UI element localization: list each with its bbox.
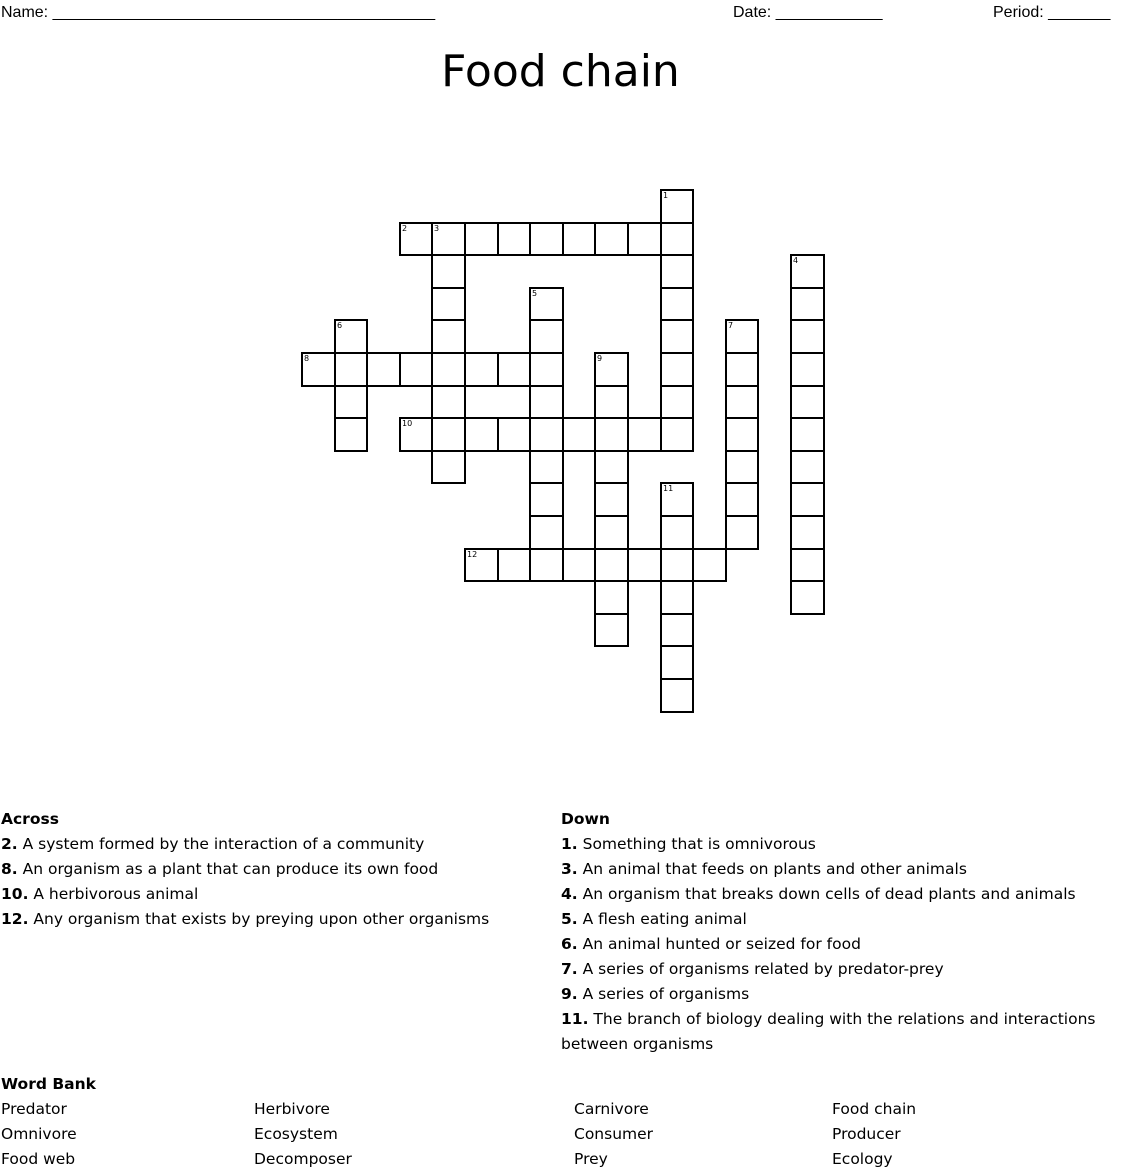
grid-cell[interactable] — [529, 450, 564, 484]
grid-cell[interactable] — [660, 352, 694, 387]
clue-number-label: 12. — [1, 910, 29, 928]
clue-text: A system formed by the interaction of a community — [17, 835, 425, 853]
grid-cell[interactable] — [562, 417, 596, 452]
clue-text: Something that is omnivorous — [577, 835, 816, 853]
word-bank-item: Food chain — [832, 1100, 917, 1118]
clue-number: 6 — [337, 321, 343, 330]
grid-cell[interactable] — [660, 645, 694, 680]
grid-cell[interactable] — [790, 385, 825, 419]
grid-cell[interactable] — [660, 678, 694, 713]
grid-cell[interactable] — [497, 417, 531, 452]
grid-cell[interactable] — [464, 222, 499, 256]
grid-cell[interactable] — [594, 580, 629, 615]
grid-cell[interactable] — [627, 548, 662, 582]
down-clue — [561, 1007, 1116, 1057]
word-bank-heading: Word Bank — [1, 1075, 96, 1093]
clue-text: A herbivorous animal — [28, 885, 199, 903]
grid-cell[interactable] — [529, 515, 564, 550]
across-clue — [1, 882, 541, 907]
grid-cell[interactable] — [627, 222, 662, 256]
grid-cell[interactable] — [594, 450, 629, 484]
word-bank-item: Consumer — [574, 1125, 654, 1143]
clue-text: A flesh eating animal — [577, 910, 747, 928]
clue-text: A series of organisms — [577, 985, 750, 1003]
grid-cell[interactable] — [725, 482, 759, 517]
grid-cell[interactable] — [692, 548, 727, 582]
word-bank-item: Carnivore — [574, 1100, 649, 1118]
grid-cell[interactable] — [627, 417, 662, 452]
grid-cell[interactable] — [334, 385, 368, 419]
clue-number: 7 — [728, 321, 734, 330]
word-bank-item: Prey — [574, 1150, 608, 1168]
down-clue — [561, 907, 1116, 932]
word-bank-item: Herbivore — [254, 1100, 330, 1118]
clue-number-label: 8. — [1, 860, 18, 878]
grid-cell[interactable] — [431, 254, 466, 289]
grid-cell[interactable] — [594, 515, 629, 550]
grid-cell[interactable] — [594, 613, 629, 647]
down-heading: Down — [561, 810, 610, 828]
clue-number: 8 — [304, 354, 310, 363]
period-field-label: Period: _______ — [993, 4, 1111, 21]
across-clues — [1, 807, 541, 932]
grid-cell[interactable] — [529, 222, 564, 256]
word-bank-item: Ecosystem — [254, 1125, 338, 1143]
grid-cell[interactable] — [334, 417, 368, 452]
clue-number-label: 9. — [561, 985, 578, 1003]
grid-cell[interactable] — [660, 417, 694, 452]
grid-cell[interactable] — [497, 222, 531, 256]
down-clue — [561, 982, 1116, 1007]
grid-cell[interactable] — [594, 548, 629, 582]
clue-number-label: 10. — [1, 885, 29, 903]
grid-cell[interactable] — [725, 515, 759, 550]
grid-cell[interactable] — [529, 482, 564, 517]
name-field-label: Name: ___________________________________________ — [1, 4, 436, 21]
grid-cell[interactable] — [660, 254, 694, 289]
grid-cell[interactable] — [790, 580, 825, 615]
clue-number-label: 7. — [561, 960, 578, 978]
grid-cell[interactable] — [594, 482, 629, 517]
grid-cell[interactable] — [790, 450, 825, 484]
grid-cell[interactable] — [497, 352, 531, 387]
page-title: Food chain — [441, 46, 680, 97]
grid-cell[interactable] — [464, 417, 499, 452]
grid-cell[interactable] — [529, 548, 564, 582]
grid-cell[interactable] — [497, 548, 531, 582]
grid-cell[interactable] — [660, 319, 694, 354]
down-clues — [561, 807, 1116, 1057]
grid-cell[interactable] — [790, 515, 825, 550]
clue-text: Any organism that exists by preying upon other organisms — [28, 910, 490, 928]
clue-text: The branch of biology dealing with the relations and interactions between organisms — [561, 1010, 1096, 1053]
date-field-label: Date: ____________ — [733, 4, 883, 21]
clue-number-label: 11. — [561, 1010, 589, 1028]
clue-number-label: 6. — [561, 935, 578, 953]
clue-number: 1 — [663, 191, 669, 200]
down-clue — [561, 957, 1116, 982]
across-clue — [1, 907, 541, 932]
grid-cell[interactable] — [562, 222, 596, 256]
clue-number-label: 3. — [561, 860, 578, 878]
grid-cell[interactable] — [660, 287, 694, 321]
grid-cell[interactable] — [562, 548, 596, 582]
grid-cell[interactable] — [431, 385, 466, 419]
clue-number: 4 — [793, 256, 799, 265]
across-clue — [1, 857, 541, 882]
clue-number-label: 5. — [561, 910, 578, 928]
grid-cell[interactable] — [660, 385, 694, 419]
grid-cell[interactable] — [725, 352, 759, 387]
down-clue — [561, 857, 1116, 882]
clue-number: 11 — [663, 484, 674, 493]
down-clue — [561, 932, 1116, 957]
grid-cell[interactable] — [725, 450, 759, 484]
clue-number: 9 — [597, 354, 603, 363]
clue-number-label: 4. — [561, 885, 578, 903]
grid-cell[interactable] — [366, 352, 401, 387]
grid-cell[interactable] — [431, 352, 466, 387]
word-bank-item: Predator — [1, 1100, 67, 1118]
grid-cell[interactable] — [431, 450, 466, 484]
grid-cell[interactable] — [725, 385, 759, 419]
down-clue — [561, 832, 1116, 857]
grid-cell[interactable] — [790, 352, 825, 387]
grid-cell[interactable] — [431, 417, 466, 452]
word-bank-item: Ecology — [832, 1150, 893, 1168]
grid-cell[interactable] — [660, 613, 694, 647]
grid-cell[interactable] — [660, 222, 694, 256]
grid-cell[interactable] — [660, 515, 694, 550]
grid-cell[interactable] — [529, 417, 564, 452]
grid-cell[interactable] — [529, 352, 564, 387]
grid-cell[interactable] — [431, 319, 466, 354]
clue-number: 12 — [467, 550, 478, 559]
grid-cell[interactable] — [334, 352, 368, 387]
grid-cell[interactable] — [725, 417, 759, 452]
clue-number-label: 2. — [1, 835, 18, 853]
clue-text: A series of organisms related by predator-prey — [577, 960, 944, 978]
grid-cell[interactable] — [594, 385, 629, 419]
clue-text: An animal that feeds on plants and other animals — [577, 860, 967, 878]
clue-number: 5 — [532, 289, 538, 298]
grid-cell[interactable] — [464, 352, 499, 387]
grid-cell[interactable] — [790, 548, 825, 582]
grid-cell[interactable] — [660, 580, 694, 615]
grid-cell[interactable] — [399, 352, 433, 387]
word-bank-item: Omnivore — [1, 1125, 77, 1143]
clue-number: 3 — [434, 224, 440, 233]
grid-cell[interactable] — [790, 287, 825, 321]
grid-cell[interactable] — [529, 319, 564, 354]
clue-text: An organism as a plant that can produce its own food — [17, 860, 439, 878]
clue-number: 10 — [402, 419, 413, 428]
down-clue — [561, 882, 1116, 907]
clue-number-label: 1. — [561, 835, 578, 853]
grid-cell[interactable] — [790, 482, 825, 517]
grid-cell[interactable] — [431, 287, 466, 321]
grid-cell[interactable] — [660, 548, 694, 582]
across-heading: Across — [1, 810, 59, 828]
grid-cell[interactable] — [790, 319, 825, 354]
grid-cell[interactable] — [790, 417, 825, 452]
grid-cell[interactable] — [594, 222, 629, 256]
word-bank-item: Producer — [832, 1125, 901, 1143]
grid-cell[interactable] — [529, 385, 564, 419]
word-bank-item: Food web — [1, 1150, 76, 1168]
across-clue — [1, 832, 541, 857]
word-bank-item: Decomposer — [254, 1150, 352, 1168]
clue-text: An organism that breaks down cells of dead plants and animals — [577, 885, 1076, 903]
clue-number: 2 — [402, 224, 408, 233]
clue-text: An animal hunted or seized for food — [577, 935, 861, 953]
grid-cell[interactable] — [594, 417, 629, 452]
